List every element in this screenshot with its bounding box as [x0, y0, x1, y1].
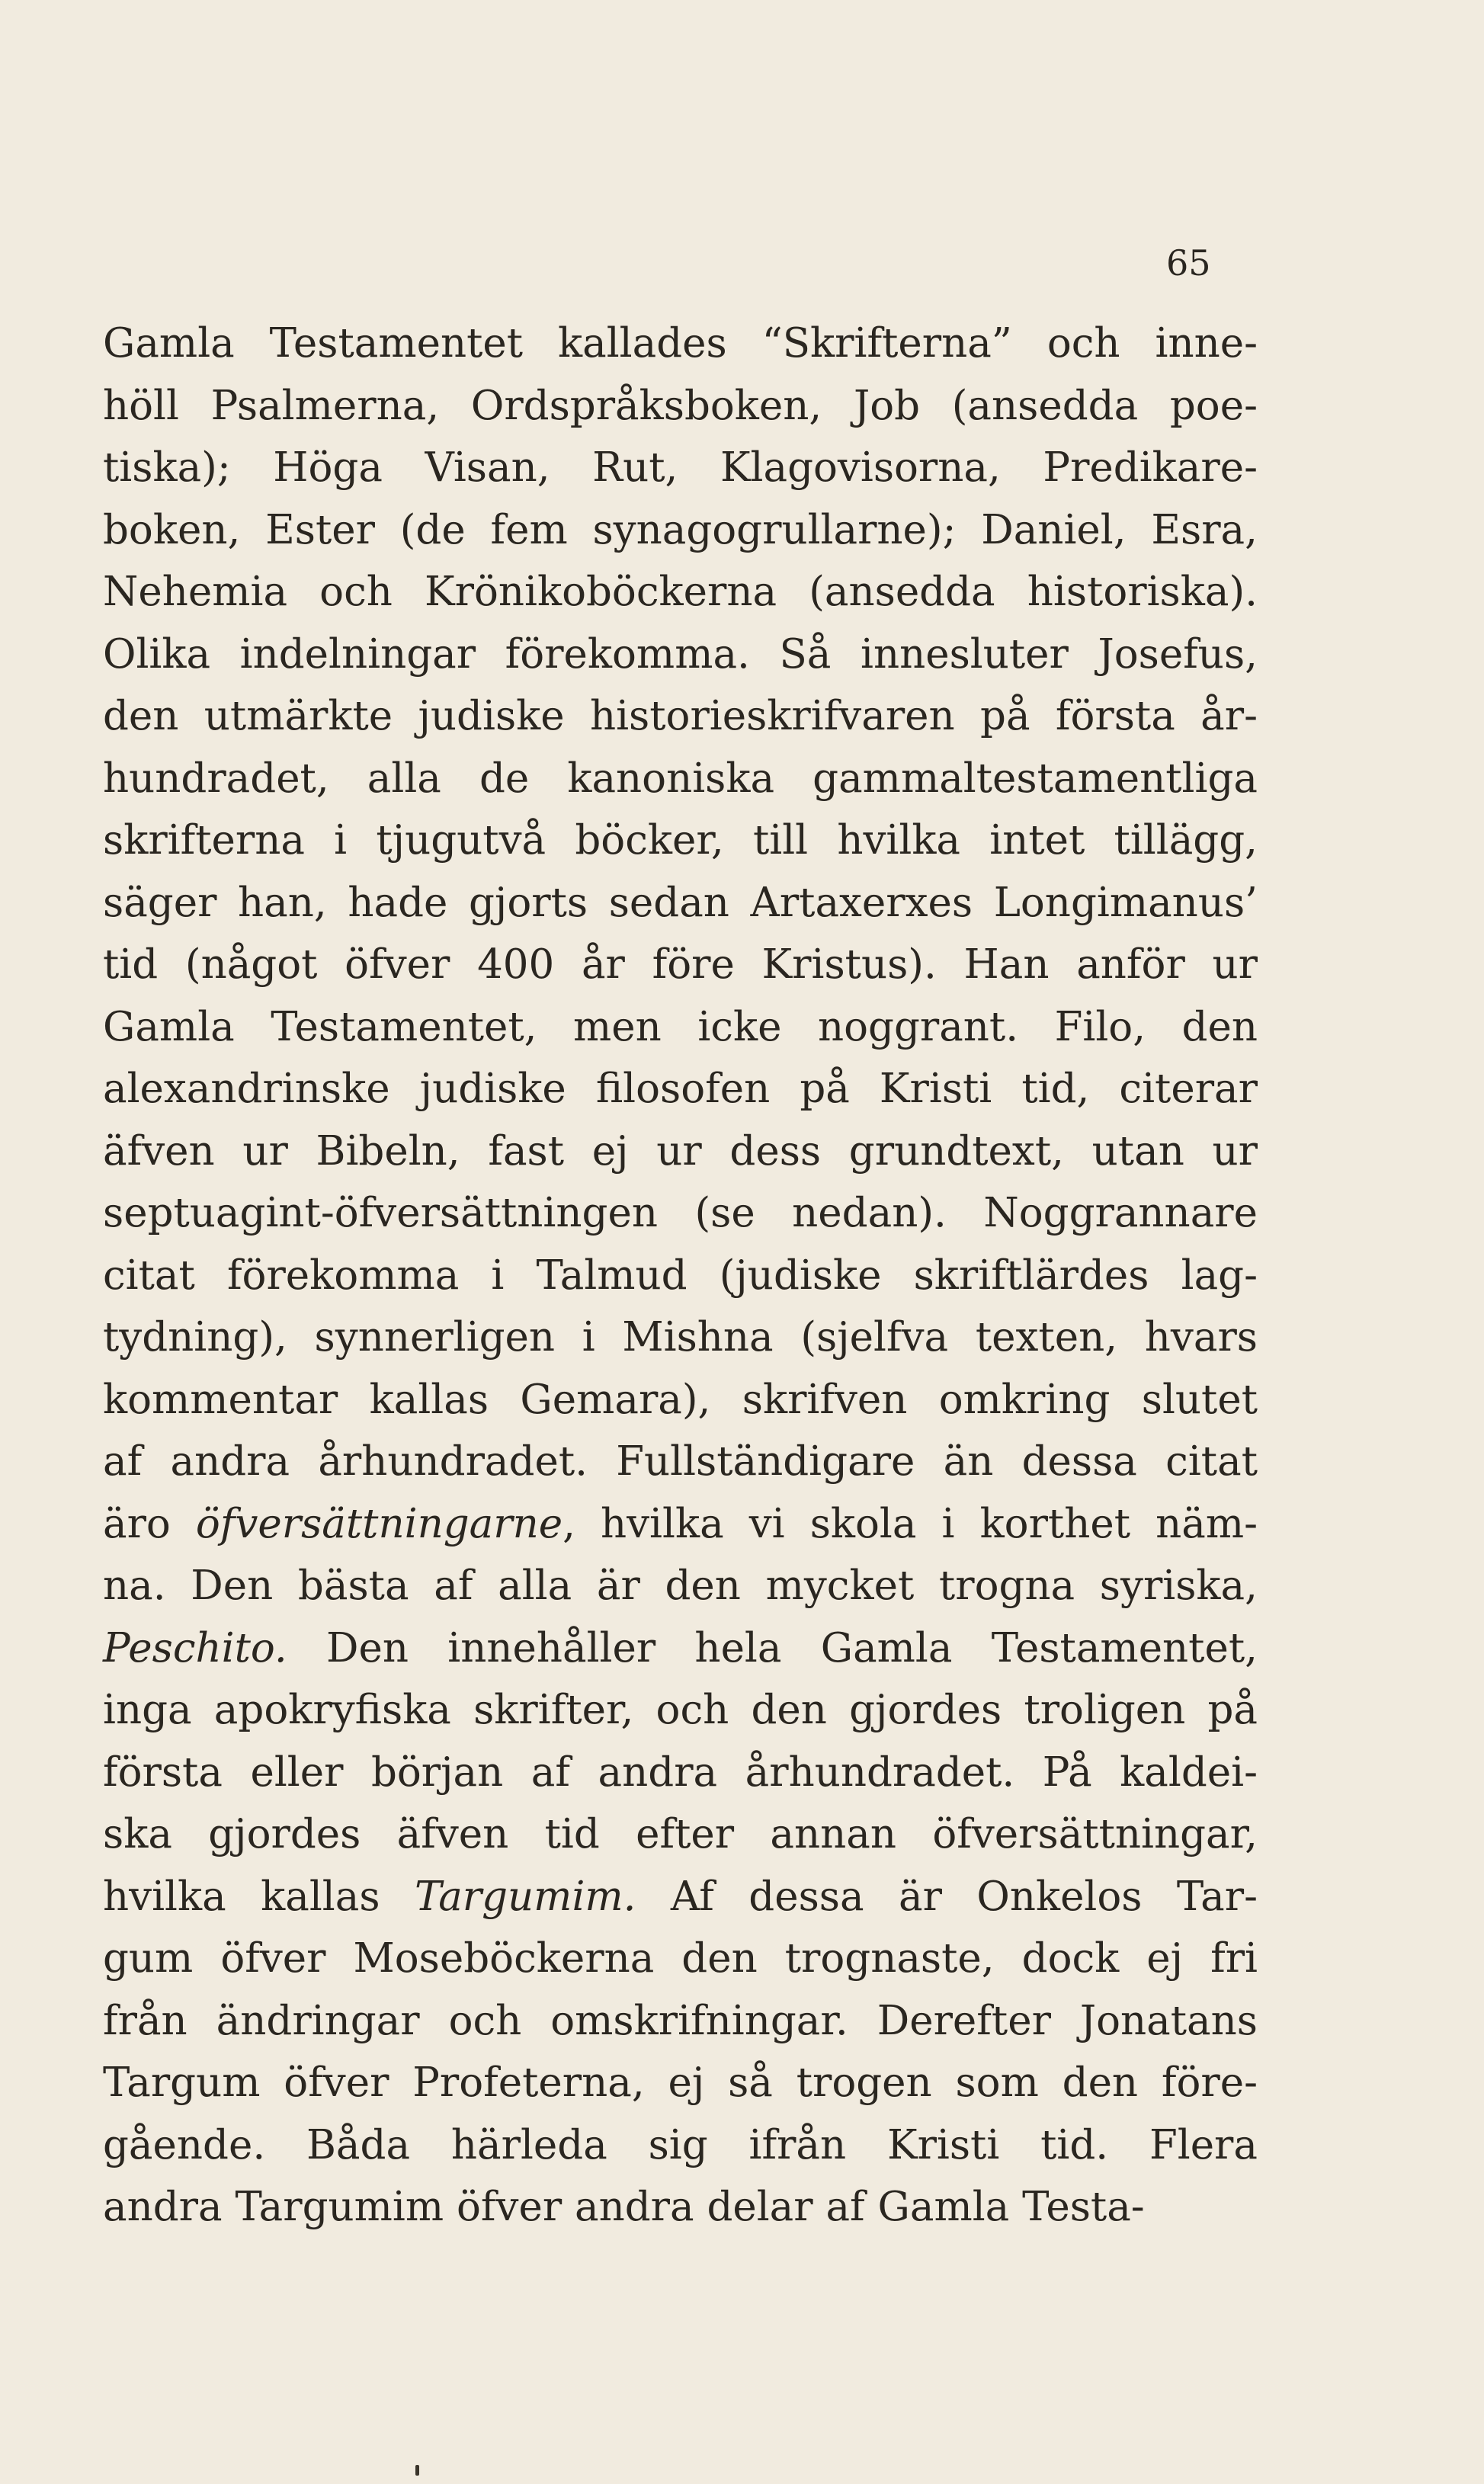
text-line: af andra århundradet. Fullständigare än dessa citat — [103, 1438, 1258, 1485]
text-line: gående. Båda härleda sig ifrån Kristi tid. Flera — [103, 2121, 1258, 2168]
text-line: Gamla Testamentet, men icke noggrant. Filo, den — [103, 1003, 1258, 1050]
text-line: boken, Ester (de fem synagogrullarne); Daniel, Esra, — [103, 506, 1258, 553]
text-line: tiska); Höga Visan, Rut, Klagovisorna, Predikare- — [103, 444, 1258, 491]
text-line: tydning), synnerligen i Mishna (sjelfva texten, hvars — [103, 1314, 1258, 1361]
text-line: septuagint-öfversättningen (se nedan). Noggrannare — [103, 1190, 1258, 1236]
text-line: Olika indelningar förekomma. Så innesluter Josefus, — [103, 630, 1258, 678]
text-line: första eller början af andra århundradet. På kaldei- — [103, 1748, 1258, 1796]
text-line: citat förekomma i Talmud (judiske skriftlärdes lag- — [103, 1252, 1258, 1299]
text-run: Den innehåller hela Gamla Testamentet, — [287, 1624, 1258, 1671]
text-line: höll Psalmerna, Ordspråksboken, Job (ansedda poe- — [103, 382, 1258, 429]
text-line: kommentar kallas Gemara), skrifven omkring slutet — [103, 1376, 1258, 1423]
text-line: andra Targumim öfver andra delar af Gamla Testa- — [103, 2184, 1145, 2230]
text-line: Gamla Testamentet kallades “Skrifterna” och inne- — [103, 320, 1258, 367]
text-line — [103, 1493, 1258, 1556]
text-line: na. Den bästa af alla är den mycket trogna syriska, — [103, 1563, 1258, 1609]
text-line: alexandrinske judiske filosofen på Kristi tid, citerar — [103, 1066, 1258, 1112]
text-line: från ändringar och omskrifningar. Derefter Jonatans — [103, 1997, 1258, 2044]
print-mark — [415, 2465, 419, 2476]
body-text — [103, 313, 1258, 2239]
text-run: Af dessa är Onkelos Tar- — [636, 1873, 1258, 1920]
text-line — [103, 1617, 1258, 1680]
italic-term: öfversättningarne — [195, 1500, 563, 1547]
text-line: äfven ur Bibeln, fast ej ur dess grundtext, utan ur — [103, 1127, 1258, 1175]
text-line: den utmärkte judiske historieskrifvaren på första år- — [103, 693, 1258, 739]
text-run: , hvilka vi skola i korthet näm- — [563, 1500, 1258, 1547]
text-line: ska gjordes äfven tid efter annan öfversättningar, — [103, 1811, 1258, 1857]
page-number: 65 — [1166, 242, 1211, 284]
text-line: Nehemia och Krönikoböckerna (ansedda historiska). — [103, 569, 1258, 615]
text-run: hvilka kallas — [103, 1873, 415, 1920]
text-line: säger han, hade gjorts sedan Artaxerxes Longimanus’ — [103, 879, 1258, 926]
italic-term: Peschito. — [103, 1624, 287, 1671]
text-line: hundradet, alla de kanoniska gammaltestamentliga — [103, 755, 1258, 802]
text-line: inga apokryfiska skrifter, och den gjordes troligen på — [103, 1687, 1258, 1733]
text-line: tid (något öfver 400 år före Kristus). Han anför ur — [103, 941, 1258, 988]
text-run: äro — [103, 1500, 196, 1547]
italic-term: Targumim. — [414, 1873, 636, 1920]
text-line: gum öfver Moseböckerna den trognaste, dock ej fri — [103, 1935, 1258, 1982]
text-line — [103, 1866, 1258, 1928]
text-line: Targum öfver Profeterna, ej så trogen som den före- — [103, 2059, 1258, 2106]
text-line: skrifterna i tjugutvå böcker, till hvilka intet tillägg, — [103, 817, 1258, 864]
